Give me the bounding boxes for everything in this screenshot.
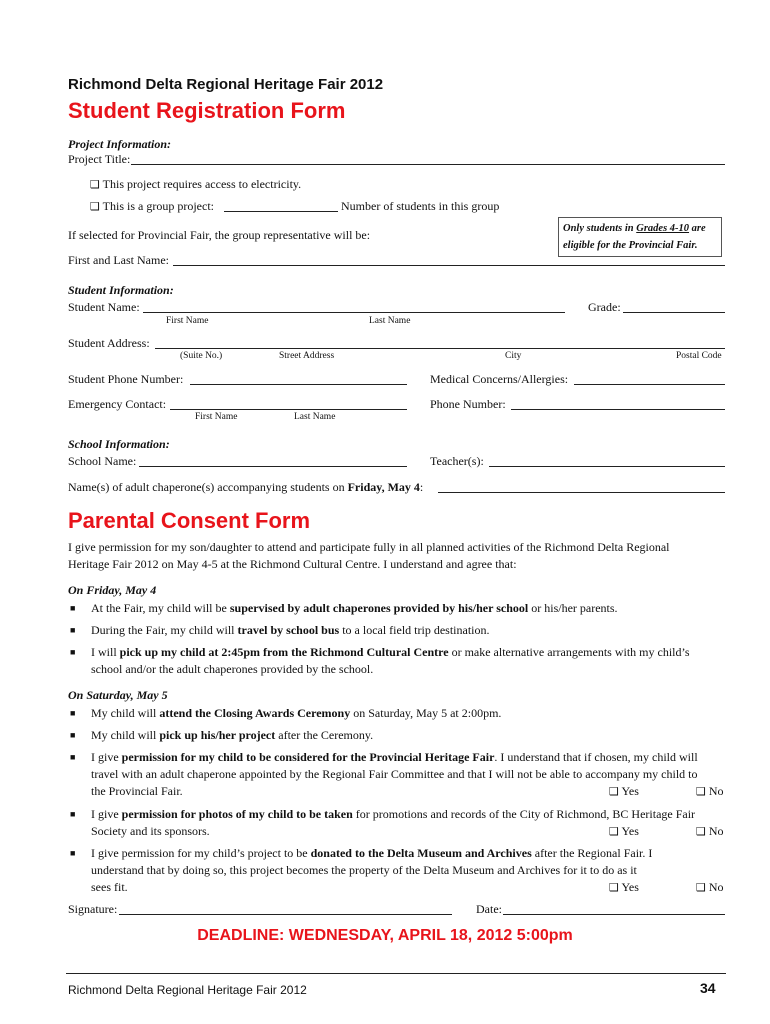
page-number: 34	[700, 980, 716, 996]
square-bullet-icon: ■	[70, 647, 76, 657]
s3b: permission for my child to be considered for the Provincial Heritage Fair	[121, 750, 495, 764]
s3a: I give	[91, 750, 122, 764]
checkbox-icon[interactable]: ❑	[90, 200, 100, 213]
f2a: During the Fair, my child will	[91, 623, 238, 637]
square-bullet-icon: ■	[70, 848, 76, 858]
s1b: attend the Closing Awards Ceremony	[159, 706, 351, 720]
provincial-rep-label: If selected for Provincial Fair, the group representative will be:	[68, 228, 371, 242]
teacher-label: Teacher(s):	[430, 454, 484, 468]
postal-caption: Postal Code	[676, 351, 722, 361]
provincial-yes	[609, 783, 639, 800]
friday-heading: On Friday, May 4	[68, 583, 157, 597]
square-bullet-icon: ■	[70, 809, 76, 819]
saturday-item-3-cont: travel with an adult chaperone appointed by the Regional Fair Committee and that I will not be able to accompany my child to	[91, 767, 698, 781]
group-field[interactable]	[224, 198, 338, 212]
saturday-item-1	[91, 705, 501, 722]
date-field[interactable]	[503, 901, 725, 915]
student-name-label: Student Name:	[68, 300, 140, 314]
donate-yes	[609, 879, 639, 896]
student-phone-field[interactable]	[190, 371, 407, 385]
school-name-field[interactable]	[139, 453, 407, 467]
emergency-field[interactable]	[170, 396, 407, 410]
yes-label: Yes	[621, 824, 639, 838]
f2c: to a local field trip destination.	[339, 623, 490, 637]
no-label: No	[708, 824, 724, 838]
date-label: Date:	[476, 902, 502, 916]
group-label: This is a group project:	[102, 199, 214, 213]
student-section-heading: Student Information:	[68, 283, 174, 297]
square-bullet-icon: ■	[70, 752, 76, 762]
f1c: or his/her parents.	[528, 601, 618, 615]
teacher-field[interactable]	[489, 453, 725, 467]
saturday-item-5-end: sees fit.	[91, 880, 128, 894]
last-name-caption: Last Name	[369, 316, 411, 326]
electricity-row	[90, 177, 301, 192]
saturday-item-5-cont: understand that by doing so, this project becomes the property of the Delta Museum and Archives for it to do as it	[91, 863, 637, 877]
chaperone-post: :	[419, 480, 424, 494]
student-phone-label: Student Phone Number:	[68, 372, 184, 386]
no-label: No	[708, 880, 724, 894]
chaperone-day: Friday, May 4	[347, 480, 420, 494]
no-label: No	[708, 784, 724, 798]
note-post: are	[689, 223, 706, 234]
group-row	[90, 199, 214, 214]
yes-label: Yes	[621, 880, 639, 894]
last-name-caption-2: Last Name	[294, 412, 336, 422]
footer-event: Richmond Delta Regional Heritage Fair 2012	[68, 983, 307, 997]
phone-number-label: Phone Number:	[430, 397, 506, 411]
saturday-item-3-end: the Provincial Fair.	[91, 784, 183, 798]
checkbox-icon[interactable]: ❑	[696, 881, 706, 894]
consent-intro-1: I give permission for my son/daughter to attend and participate fully in all planned activities of the Richmond Delta Regional	[68, 540, 670, 554]
saturday-heading: On Saturday, May 5	[68, 688, 168, 702]
f3a: I will	[91, 645, 120, 659]
chaperone-label	[68, 480, 423, 495]
chaperone-pre: Name(s) of adult chaperone(s) accompanying students on	[68, 480, 348, 494]
f2b: travel by school bus	[237, 623, 340, 637]
signature-field[interactable]	[119, 901, 452, 915]
s1c: on Saturday, May 5 at 2:00pm.	[350, 706, 502, 720]
square-bullet-icon: ■	[70, 625, 76, 635]
address-field[interactable]	[155, 335, 725, 349]
city-caption: City	[505, 351, 522, 361]
street-caption: Street Address	[279, 351, 335, 361]
num-students-label: Number of students in this group	[341, 199, 500, 213]
s4b: permission for photos of my child to be taken	[121, 807, 353, 821]
s5b: donated to the Delta Museum and Archives	[310, 846, 532, 860]
checkbox-icon[interactable]: ❑	[609, 881, 619, 894]
first-name-caption-2: First Name	[195, 412, 238, 422]
note-grades: Grades 4-10	[636, 223, 690, 234]
consent-title: Parental Consent Form	[68, 508, 311, 533]
checkbox-icon[interactable]: ❑	[696, 785, 706, 798]
s4a: I give	[91, 807, 122, 821]
page-title: Student Registration Form	[68, 98, 346, 123]
project-title-field[interactable]	[131, 151, 725, 165]
school-name-label: School Name:	[68, 454, 137, 468]
friday-item-3	[91, 644, 690, 661]
s4c: for promotions and records of the City of Richmond, BC Heritage Fair	[352, 807, 696, 821]
medical-field[interactable]	[574, 371, 725, 385]
square-bullet-icon: ■	[70, 708, 76, 718]
f3b: pick up my child at 2:45pm from the Richmond Cultural Centre	[119, 645, 449, 659]
phone-number-field[interactable]	[511, 396, 725, 410]
project-section-heading: Project Information:	[68, 137, 172, 151]
note-line2: eligible for the Provincial Fair.	[563, 240, 698, 251]
s5a: I give permission for my child’s project to be	[91, 846, 311, 860]
event-heading: Richmond Delta Regional Heritage Fair 2012	[68, 76, 384, 93]
suite-caption: (Suite No.)	[180, 351, 223, 361]
checkbox-icon[interactable]: ❑	[609, 785, 619, 798]
first-name-caption: First Name	[166, 316, 209, 326]
checkbox-icon[interactable]: ❑	[609, 825, 619, 838]
grade-field[interactable]	[623, 299, 725, 313]
student-name-field[interactable]	[143, 299, 565, 313]
medical-label: Medical Concerns/Allergies:	[430, 372, 569, 386]
emergency-label: Emergency Contact:	[68, 397, 167, 411]
friday-item-3-cont: school and/or the adult chaperones provided by the school.	[91, 662, 374, 676]
photos-no	[696, 823, 724, 840]
s2a: My child will	[91, 728, 160, 742]
checkbox-icon[interactable]: ❑	[90, 178, 100, 191]
address-label: Student Address:	[68, 336, 150, 350]
note-pre: Only students in	[563, 223, 637, 234]
saturday-item-2	[91, 727, 373, 744]
s3c: . I understand that if chosen, my child will	[494, 750, 698, 764]
saturday-item-4	[91, 806, 695, 823]
s2c: after the Ceremony.	[275, 728, 374, 742]
first-last-field[interactable]	[173, 252, 725, 266]
saturday-item-4-cont: Society and its sponsors.	[91, 824, 210, 838]
square-bullet-icon: ■	[70, 730, 76, 740]
footer-rule	[66, 973, 726, 974]
f1a: At the Fair, my child will be	[91, 601, 230, 615]
donate-no	[696, 879, 724, 896]
friday-item-2	[91, 622, 490, 639]
s5c: after the Regional Fair. I	[531, 846, 653, 860]
school-section-heading: School Information:	[68, 437, 170, 451]
saturday-item-3	[91, 749, 698, 766]
first-last-label: First and Last Name:	[68, 253, 169, 267]
s1a: My child will	[91, 706, 160, 720]
photos-yes	[609, 823, 639, 840]
deadline-banner: DEADLINE: WEDNESDAY, APRIL 18, 2012 5:00pm	[197, 927, 573, 944]
consent-intro-2: Heritage Fair 2012 on May 4-5 at the Richmond Cultural Centre. I understand and agree that:	[68, 557, 517, 571]
saturday-item-5	[91, 845, 652, 862]
chaperone-field[interactable]	[438, 479, 725, 493]
project-title-label: Project Title:	[68, 152, 131, 166]
friday-item-1	[91, 600, 618, 617]
checkbox-icon[interactable]: ❑	[696, 825, 706, 838]
signature-label: Signature:	[68, 902, 118, 916]
yes-label: Yes	[621, 784, 639, 798]
f1b: supervised by adult chaperones provided by his/her school	[229, 601, 529, 615]
s2b: pick up his/her project	[159, 728, 276, 742]
grade-label: Grade:	[588, 300, 621, 314]
electricity-label: This project requires access to electricity.	[102, 177, 302, 191]
f3c: or make alternative arrangements with my child’s	[448, 645, 690, 659]
square-bullet-icon: ■	[70, 603, 76, 613]
provincial-note	[558, 217, 722, 257]
provincial-no	[696, 783, 724, 800]
